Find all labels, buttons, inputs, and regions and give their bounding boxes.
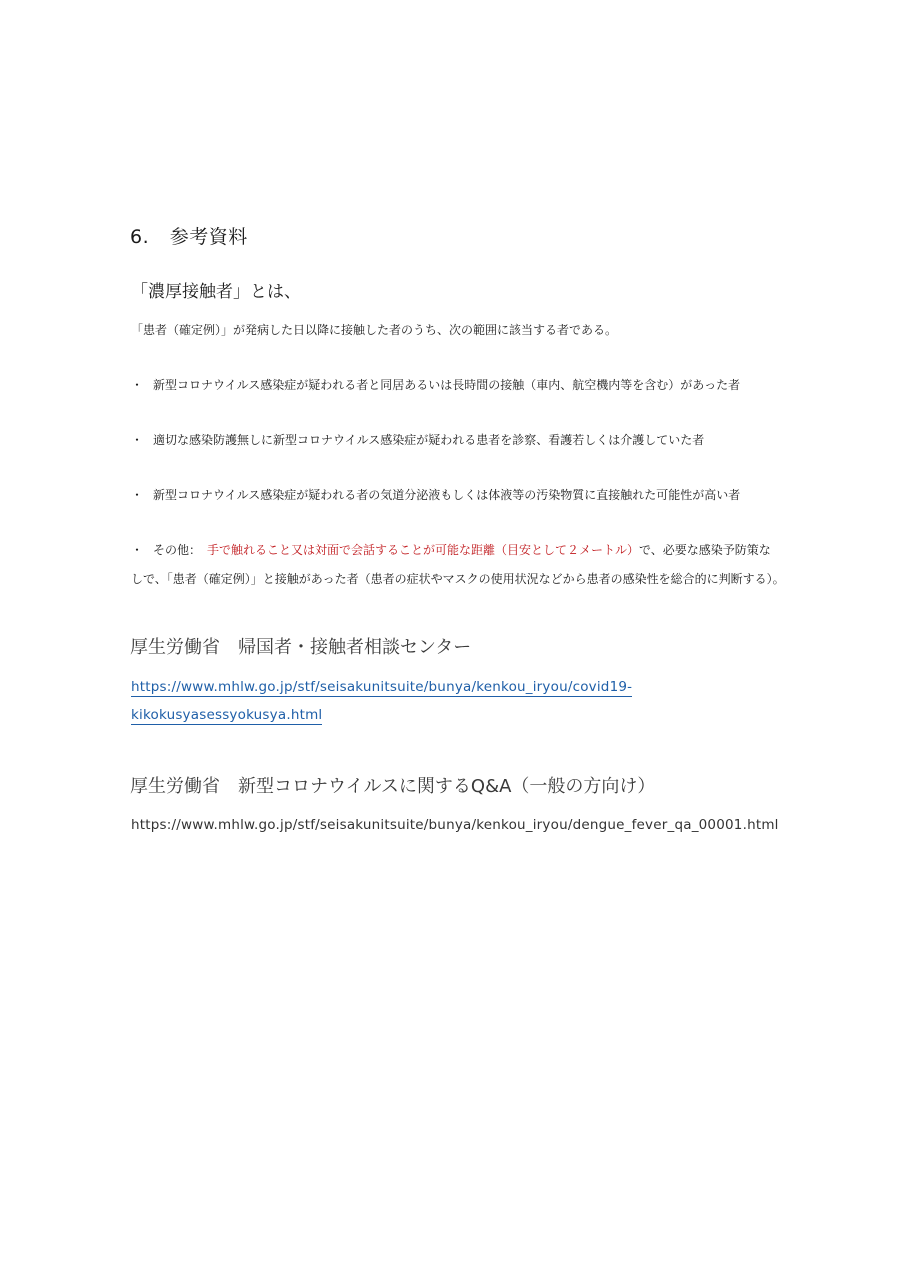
definition-item: [131, 376, 740, 393]
bullet-marker: ・: [131, 433, 144, 447]
definition-item-text: 適切な感染防護無しに新型コロナウイルス感染症が疑われる患者を診察、看護若しくは介護していた者: [153, 433, 705, 447]
definition-item: [131, 431, 704, 448]
definition-intro: 「患者（確定例）」が発病した日以降に接触した者のうち、次の範囲に該当する者である。: [131, 323, 618, 337]
other-continuation: しで、「患者（確定例）」と接触があった者（患者の症状やマスクの使用状況などから患者の感染性を総合的に判断する）。: [131, 572, 785, 586]
reference-url: https://www.mhlw.go.jp/stf/seisakunitsuite/bunya/kenkou_iryou/dengue_fever_qa_00001.html: [131, 817, 779, 833]
section-title: 参考資料: [169, 226, 248, 248]
reference-title: 厚生労働省 新型コロナウイルスに関するQ&A（一般の方向け）: [130, 776, 656, 797]
reference-link[interactable]: https://www.mhlw.go.jp/stf/seisakunitsuite/bunya/kenkou_iryou/covid19-: [131, 679, 633, 695]
definition-item-text: 新型コロナウイルス感染症が疑われる者と同居あるいは長時間の接触（車内、航空機内等を含む）があった者: [153, 378, 741, 392]
bullet-marker: ・: [131, 488, 144, 502]
other-prefix: その他：: [153, 543, 202, 557]
section-number: 6.: [130, 226, 150, 248]
bullet-marker: ・: [131, 543, 144, 557]
definition-heading: 「濃厚接触者」とは、: [131, 282, 301, 302]
reference-title: 厚生労働省 帰国者・接触者相談センター: [130, 637, 472, 658]
reference-link-continuation[interactable]: kikokusyasessyokusya.html: [131, 707, 323, 723]
definition-item-text: 新型コロナウイルス感染症が疑われる者の気道分泌液もしくは体液等の汚染物質に直接触れた可能性が高い者: [153, 488, 741, 502]
other-suffix: で、必要な感染予防策な: [639, 543, 771, 557]
definition-item: [131, 486, 740, 503]
section-heading: [130, 222, 248, 249]
distance-highlight: 手で触れること又は対面で会話することが可能な距離（目安として２メートル）: [207, 543, 640, 557]
bullet-marker: ・: [131, 378, 144, 392]
definition-item-other: [131, 541, 771, 558]
